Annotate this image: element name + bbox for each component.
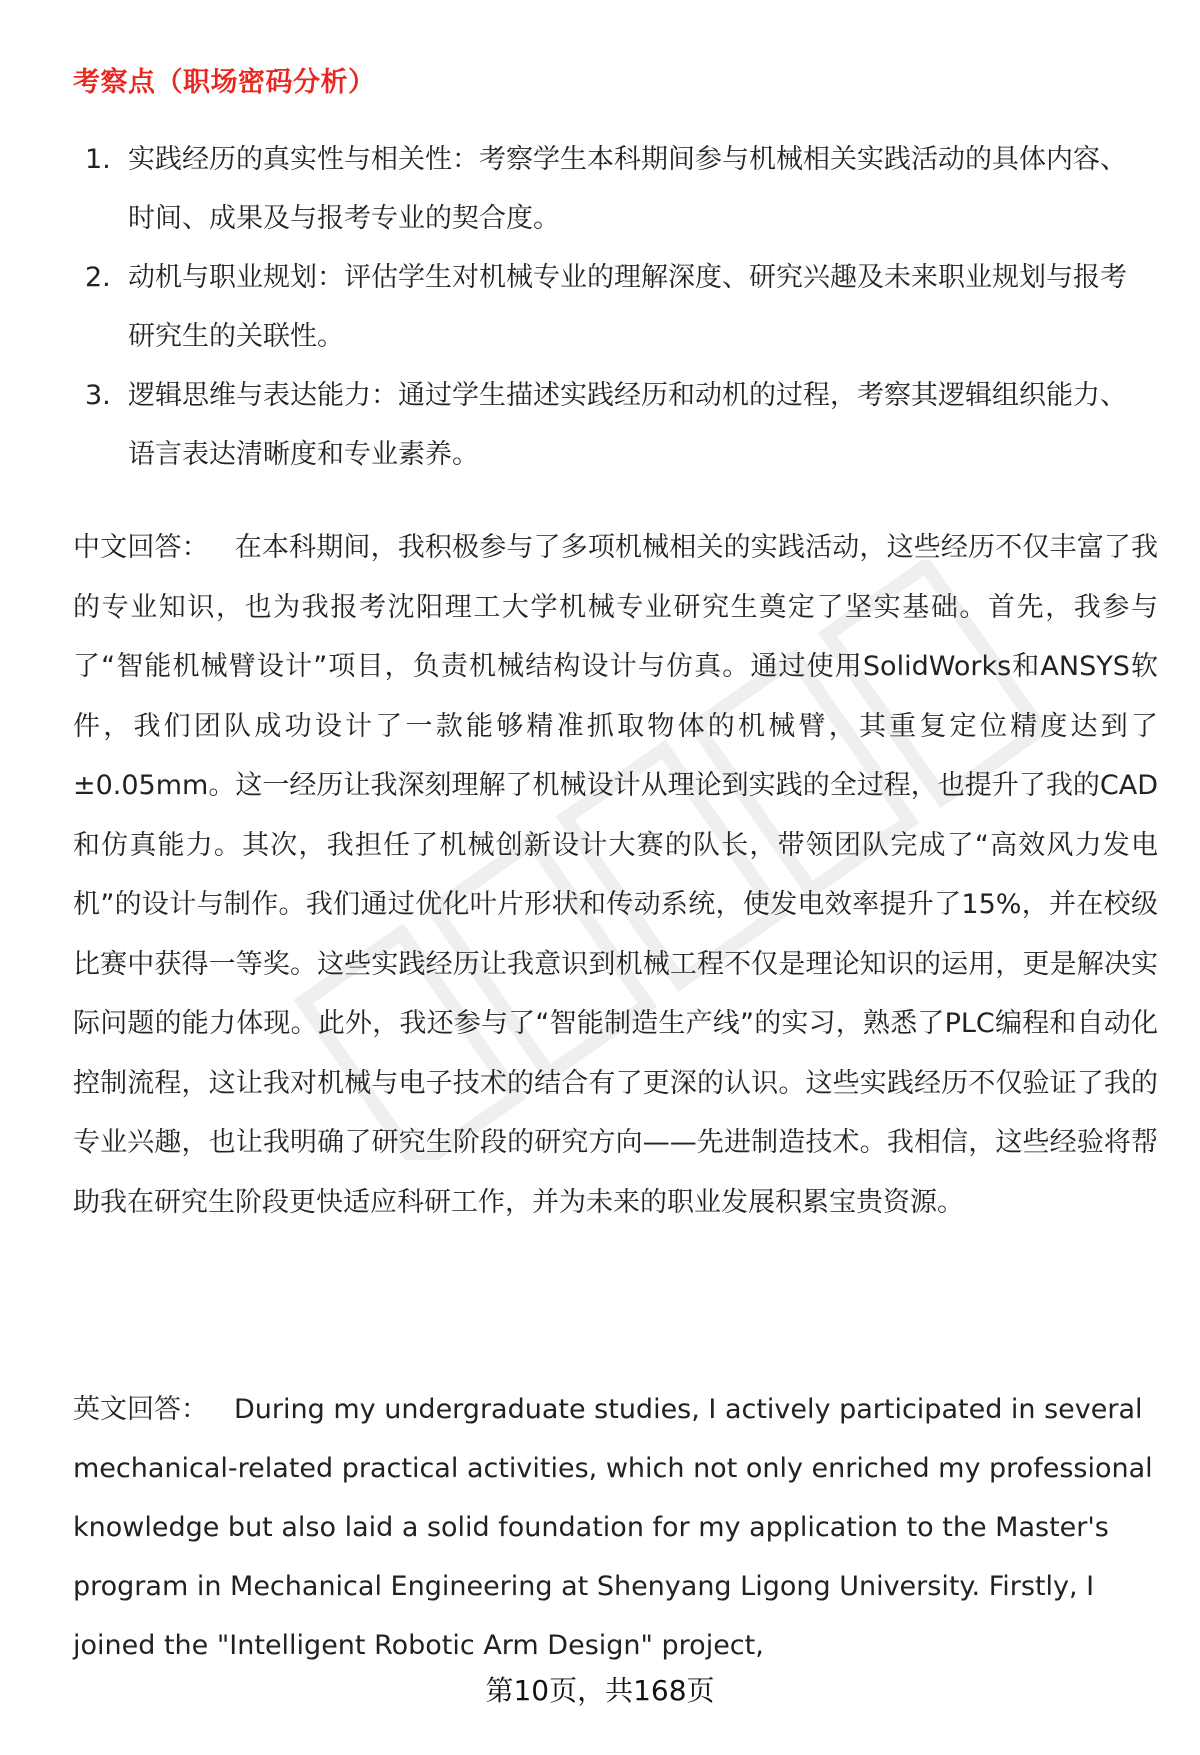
english-answer-paragraph [73,1380,1153,1675]
chinese-answer-label: 中文回答： [73,532,209,563]
english-answer-text: During my undergraduate studies, I actively participated in several mechanical-related practical activities, which not only enriched my professional knowledge but also laid a solid foundation for my application to the Master's program in Mechanical Engineering at Shenyang Ligong University. Firstly, I joined the "Intelligent Robotic Arm Design" project, [73,1394,1153,1661]
chinese-answer-text: 在本科期间，我积极参与了多项机械相关的实践活动，这些经历不仅丰富了我的专业知识，也为我报考沈阳理工大学机械专业研究生奠定了坚实基础。首先，我参与了“智能机械臂设计”项目，负责机械结构设计与仿真。通过使用SolidWorks和ANSYS软件，我们团队成功设计了一款能够精准抓取物体的机械臂，其重复定位精度达到了±0.05mm。这一经历让我深刻理解了机械设计从理论到实践的全过程，也提升了我的CAD和仿真能力。其次，我担任了机械创新设计大赛的队长，带领团队完成了“高效风力发电机”的设计与制作。我们通过优化叶片形状和传动系统，使发电效率提升了15%，并在校级比赛中获得一等奖。这些实践经历让我意识到机械工程不仅是理论知识的运用，更是解决实际问题的能力体现。此外，我还参与了“智能制造生产线”的实习，熟悉了PLC编程和自动化控制流程，这让我对机械与电子技术的结合有了更深的认识。这些实践经历不仅验证了我的专业兴趣，也让我明确了研究生阶段的研究方向——先进制造技术。我相信，这些经验将帮助我在研究生阶段更快适应科研工作，并为未来的职业发展积累宝贵资源。 [73,532,1159,1218]
section-title: 考察点（职场密码分析） [73,67,376,98]
list-item [80,248,1145,366]
list-item [80,130,1145,248]
chinese-answer-paragraph [73,518,1158,1232]
assessment-points-list [80,130,1145,484]
list-text: 动机与职业规划：评估学生对机械专业的理解深度、研究兴趣及未来职业规划与报考研究生的关联性。 [128,262,1127,352]
english-answer-label: 英文回答： [73,1394,208,1425]
list-text: 实践经历的真实性与相关性：考察学生本科期间参与机械相关实践活动的具体内容、时间、成果及与报考专业的契合度。 [128,144,1127,234]
list-number: 1. [85,144,111,175]
list-item [80,366,1145,484]
list-text: 逻辑思维与表达能力：通过学生描述实践经历和动机的过程，考察其逻辑组织能力、语言表达清晰度和专业素养。 [128,380,1127,470]
list-number: 3. [85,380,111,411]
page-number: 第10页，共168页 [485,1674,715,1707]
list-number: 2. [85,262,111,293]
